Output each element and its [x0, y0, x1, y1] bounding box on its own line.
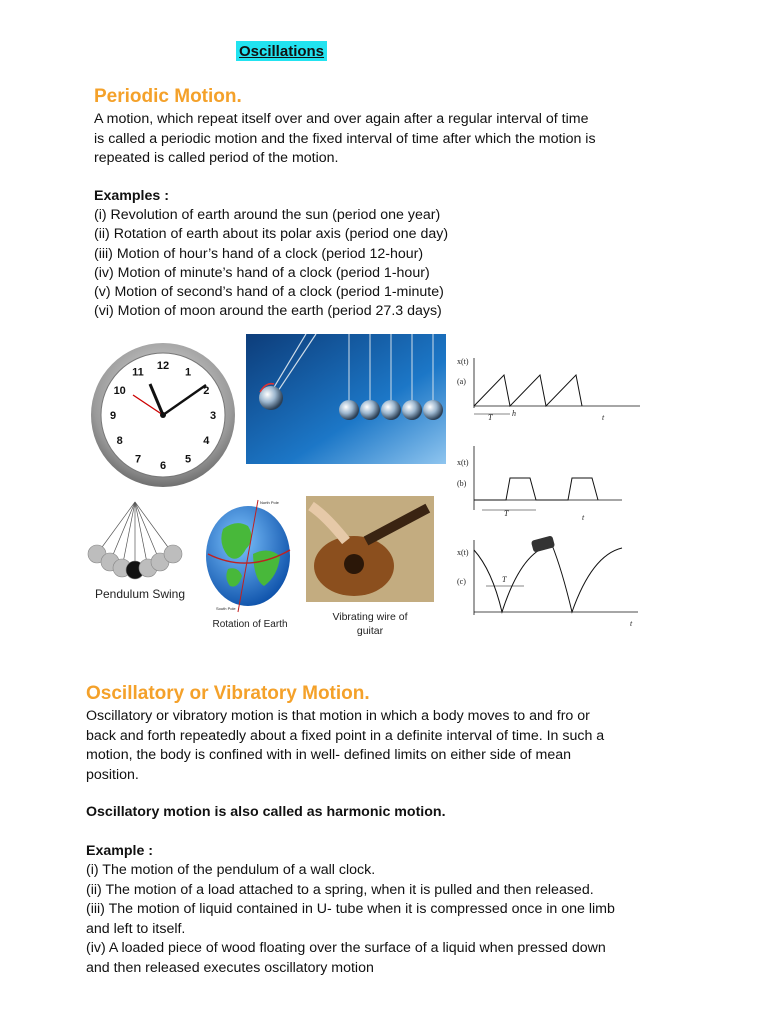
guitar-caption [322, 610, 418, 638]
graph-a-tag: (a) [457, 377, 466, 386]
graph-b-ylabel: x(t) [457, 458, 469, 467]
examples-label: Examples : [94, 188, 169, 204]
example-item: (iii) Motion of hour’s hand of a clock (period 12-hour) [94, 245, 424, 262]
oscillatory-line: back and forth repeatedly about a fixed point in a definite interval of time. In such a [86, 727, 605, 744]
graph-c-period: T [502, 575, 507, 584]
clock-numeral: 8 [116, 435, 123, 447]
graph-c-ylabel: x(t) [457, 548, 469, 557]
guitar-caption-line1: Vibrating wire of [332, 611, 408, 623]
example-item: (iv) Motion of minute’s hand of a clock (period 1-hour) [94, 264, 430, 281]
oscillatory-paragraph [86, 707, 604, 785]
clock-numeral: 7 [134, 453, 142, 466]
oscillatory-line: motion, the body is confined with in well- defined limits on either side of mean [86, 747, 571, 764]
graph-b-t: t [582, 513, 585, 522]
newtons-cradle-image [246, 334, 446, 464]
clock-numeral: 4 [203, 435, 210, 447]
periodic-paragraph [94, 110, 596, 169]
earth-south-label: South Pole [216, 606, 236, 611]
oscillatory-motion-heading: Oscillatory or Vibratory Motion. [86, 683, 370, 704]
clock-numeral: 6 [159, 460, 167, 472]
periodic-line: is called a periodic motion and the fixed interval of time after which the motion is [94, 130, 596, 147]
cradle-ball [339, 400, 359, 420]
guitar-caption-line2: guitar [356, 625, 384, 637]
graph-c-t: t [630, 619, 633, 628]
pendulum-swing-image [85, 496, 195, 608]
wall-clock-image [88, 340, 238, 490]
periodic-motion-heading: Periodic Motion. [94, 86, 242, 107]
cradle-ball [360, 400, 380, 420]
oscillatory-line: position. [86, 766, 139, 783]
clock-numeral: 10 [113, 385, 126, 397]
graph-c-tag: (c) [457, 577, 466, 586]
periodic-line: repeated is called period of the motion. [94, 150, 339, 167]
example-label: Example : [86, 843, 154, 859]
graph-a-h: h [512, 409, 516, 418]
oscillatory-line: Oscillatory or vibratory motion is that motion in which a body moves to and fro or [86, 708, 590, 724]
earth-north-label: North Pole [260, 500, 279, 505]
oscillatory-example: and then released executes oscillatory motion [86, 959, 374, 976]
example-item: (ii) Rotation of earth about its polar axis (period one day) [94, 226, 449, 243]
example-item: (v) Motion of second’s hand of a clock (period 1-minute) [94, 284, 444, 301]
periodic-line: A motion, which repeat itself over and over again after a regular interval of time [94, 111, 589, 127]
graph-a-period: T [488, 413, 493, 422]
clock-numeral: 5 [184, 453, 192, 466]
graph-a-t: t [602, 413, 605, 422]
examples-list [94, 206, 448, 322]
graph-b-tag: (b) [457, 479, 467, 488]
graph-a-ylabel: x(t) [457, 357, 469, 366]
oscillatory-example: (iii) The motion of liquid contained in U- tube when it is compressed once in one limb [86, 901, 615, 918]
earth-caption: Rotation of Earth [212, 619, 288, 630]
clock-numeral: 11 [132, 366, 144, 379]
example-item: (i) Revolution of earth around the sun (period one year) [94, 207, 441, 223]
cradle-ball [402, 400, 422, 420]
clock-numeral: 12 [156, 360, 170, 372]
oscillatory-examples [86, 861, 615, 979]
harmonic-note: Oscillatory motion is also called as harmonic motion. [86, 804, 446, 820]
oscillatory-example: and left to itself. [86, 920, 186, 937]
oscillatory-example: (i) The motion of the pendulum of a wall clock. [86, 862, 376, 878]
clock-numeral: 3 [209, 410, 217, 422]
hand-icon [531, 535, 555, 552]
clock-numeral: 1 [184, 366, 192, 379]
cradle-ball [381, 400, 401, 420]
clock-center [160, 412, 166, 418]
oscillatory-example: (ii) The motion of a load attached to a spring, when it is pulled and then released. [86, 881, 594, 898]
example-item: (vi) Motion of moon around the earth (period 27.3 days) [94, 303, 442, 320]
pendulum-bob [164, 545, 182, 563]
clock-numeral: 9 [109, 410, 117, 422]
clock-numeral: 2 [203, 385, 210, 397]
page-title: Oscillations [236, 41, 327, 61]
earth-rotation-image [198, 494, 300, 634]
waveform-graphs [452, 350, 642, 640]
cradle-ball [423, 400, 443, 420]
guitar-image [306, 496, 434, 602]
oscillatory-example: (iv) A loaded piece of wood floating over the surface of a liquid when pressed down [86, 940, 606, 957]
graph-b-period: T [504, 509, 509, 518]
pendulum-caption: Pendulum Swing [94, 587, 186, 601]
